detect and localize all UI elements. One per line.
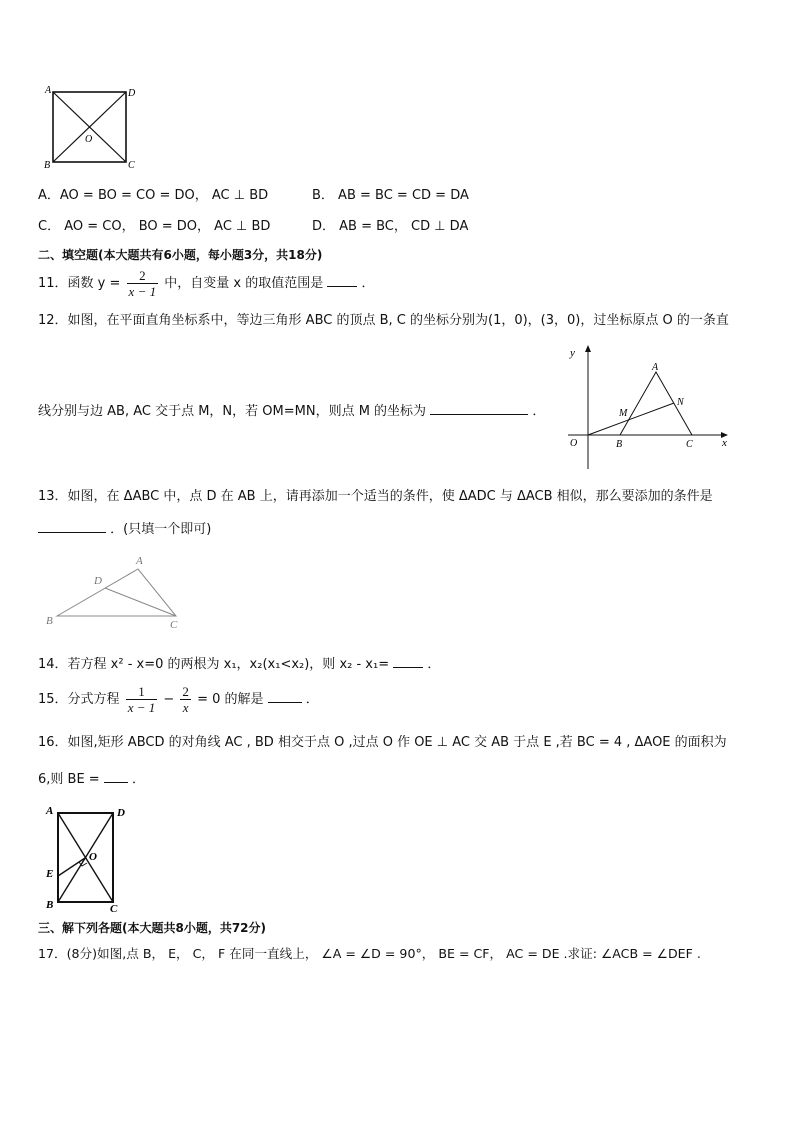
label-a: A	[46, 805, 54, 817]
q15-fraction-2	[180, 684, 191, 715]
label-d: D	[94, 575, 102, 587]
q11-answer-blank[interactable]	[327, 274, 357, 287]
question-13-line2	[38, 520, 211, 538]
question-12-line2	[38, 402, 545, 420]
question-15	[38, 682, 319, 718]
label-d: D	[117, 807, 125, 819]
label-e: E	[46, 868, 54, 880]
q11-frac-den: x − 1	[128, 284, 157, 299]
q11-frac-num: 2	[127, 268, 159, 284]
q15-frac1-num: 1	[126, 684, 158, 700]
label-o: O	[89, 851, 97, 863]
q13-answer-blank[interactable]	[38, 520, 106, 533]
q15-minus: −	[163, 692, 175, 707]
q11-fraction	[127, 268, 159, 299]
label-y-axis: y	[570, 347, 575, 359]
section-heading-solutions: 三、解下列各题(本大题共8小题，共72分)	[38, 921, 267, 935]
label-m: M	[619, 408, 628, 419]
label-n: N	[677, 397, 684, 408]
label-o: O	[85, 134, 93, 145]
label-c: C	[128, 160, 135, 171]
q11-prefix: 11．函数 y =	[38, 276, 121, 291]
q11-end: ．	[361, 276, 375, 291]
q16-line1: 16．如图,矩形 ABCD 的对角线 AC , BD 相交于点 O ,过点 O 作 OE ⊥ AC 交 AB 于点 E ,若 BC = 4 , ΔAOE 的面积为	[38, 735, 727, 750]
q15-end: ．	[305, 692, 319, 707]
option-d: D． AB = BC， CD ⊥ DA	[312, 219, 469, 234]
q15-prefix: 15．分式方程	[38, 692, 120, 707]
label-a: A	[652, 362, 659, 373]
q15-fraction-1	[126, 684, 158, 715]
label-c: C	[686, 439, 693, 450]
q11-suffix: 中，自变量 x 的取值范围是	[164, 276, 324, 291]
label-b: B	[46, 899, 54, 911]
question-14	[38, 655, 440, 673]
figure-coordinate-triangle	[562, 342, 738, 472]
q13-line1: 13．如图，在 ΔABC 中，点 D 在 AB 上，请再添加一个适当的条件，使 ΔADC 与 ΔACB 相似，那么要添加的条件是	[38, 489, 713, 504]
figure-square-abcd	[40, 84, 140, 172]
label-origin: O	[570, 438, 578, 449]
q16-line2: 6,则 BE =	[38, 772, 100, 787]
q15-frac2-num: 2	[182, 684, 189, 699]
q16-answer-blank[interactable]	[104, 770, 128, 783]
q15-answer-blank[interactable]	[268, 690, 302, 703]
option-c: C． AO = CO， BO = DO， AC ⊥ BD	[38, 219, 271, 234]
question-17: 17．(8分)如图,点 B， E， C， F 在同一直线上， ∠A = ∠D = 90°， BE = CF， AC = DE .求证: ∠ACB = ∠DEF .	[38, 946, 701, 961]
label-x-axis: x	[722, 437, 727, 449]
q14-end: ．	[427, 657, 441, 672]
question-16-line2	[38, 770, 145, 788]
label-c: C	[170, 619, 178, 631]
q14-answer-blank[interactable]	[393, 655, 423, 668]
section-heading-fill-blank: 二、填空题(本大题共有6小题，每小题3分，共18分)	[38, 248, 323, 262]
q12-end: ．	[532, 404, 546, 419]
q13-line2: ．(只填一个即可)	[110, 522, 212, 537]
q14-text: 14．若方程 x² - x=0 的两根为 x₁，x₂(x₁<x₂)，则 x₂ - x₁=	[38, 657, 390, 672]
option-b: B． AB = BC = CD = DA	[312, 188, 469, 203]
label-a: A	[45, 85, 52, 96]
label-b: B	[44, 160, 51, 171]
q12-line2: 线分别与边 AB, AC 交于点 M，N，若 OM=MN，则点 M 的坐标为	[38, 404, 427, 419]
q12-answer-blank[interactable]	[430, 402, 528, 415]
label-d: D	[128, 88, 136, 99]
figure-rectangle-abcd	[40, 800, 136, 912]
label-a: A	[136, 555, 143, 567]
figure-triangle-abc	[40, 552, 188, 632]
q15-frac1-den: x − 1	[127, 700, 156, 715]
q16-end: ．	[131, 772, 145, 787]
label-b: B	[616, 439, 623, 450]
option-a: A．AO = BO = CO = DO， AC ⊥ BD	[38, 188, 269, 203]
label-b: B	[46, 615, 53, 627]
label-c: C	[110, 903, 118, 912]
q12-line1: 12．如图，在平面直角坐标系中，等边三角形 ABC 的顶点 B, C 的坐标分别为(1，0)，(3，0)，过坐标原点 O 的一条直	[38, 313, 729, 328]
question-11	[38, 266, 375, 302]
q15-suffix: = 0 的解是	[197, 692, 264, 707]
q15-frac2-den: x	[182, 700, 189, 715]
